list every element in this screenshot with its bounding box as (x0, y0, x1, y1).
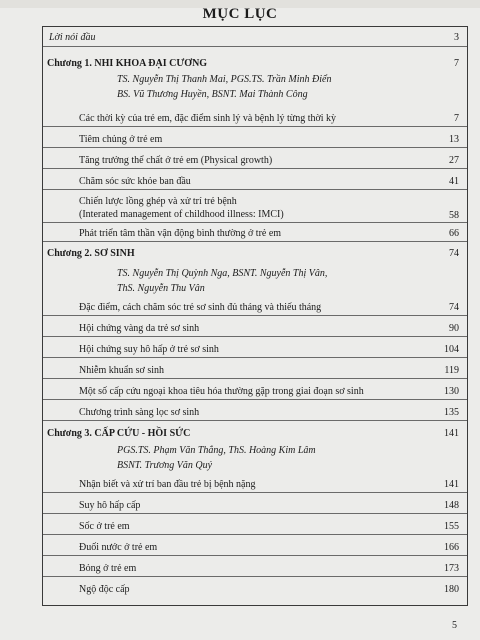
chapter-3-authors (117, 443, 316, 473)
toc-label: Phát triển tâm thần vận động bình thường ở trẻ em (79, 228, 282, 239)
toc-row (43, 175, 467, 190)
page-title: MỤC LỤC (202, 6, 278, 22)
toc-page: 148 (444, 500, 459, 511)
author-line: PGS.TS. Phạm Văn Thắng, ThS. Hoàng Kim Lâm (117, 445, 316, 456)
toc-row (43, 133, 467, 148)
toc-label: Bỏng ở trẻ em (79, 563, 137, 574)
toc-row (43, 364, 467, 379)
toc-label: Hội chứng vàng da trẻ sơ sinh (79, 323, 200, 334)
toc-page: 27 (449, 155, 459, 166)
toc-row (43, 227, 467, 242)
toc-label: Một số cấp cứu ngoại khoa tiêu hóa thường gặp trong giai đoạn sơ sinh (79, 386, 364, 397)
toc-row (43, 154, 467, 169)
chapter-3-heading (43, 427, 467, 442)
page-number: 5 (452, 620, 457, 631)
toc-row (43, 322, 467, 337)
toc-page: 7 (454, 113, 459, 124)
toc-row (43, 541, 467, 556)
toc-page: 130 (444, 386, 459, 397)
author-line: BS. Vũ Thương Huyền, BSNT. Mai Thành Công (117, 89, 308, 100)
chapter-1-authors (117, 72, 331, 102)
chapter-1-heading (43, 57, 467, 72)
toc-row (43, 406, 467, 421)
toc-row (43, 385, 467, 400)
toc-row (43, 112, 467, 127)
toc-label-continued: (Interated management of childhood illness: IMCI) (79, 209, 284, 220)
toc-label: Chương trình sàng lọc sơ sinh (79, 407, 200, 418)
toc-row (43, 520, 467, 535)
toc-page: 7 (454, 58, 459, 69)
toc-page: 3 (454, 32, 459, 43)
toc-label: Ngộ độc cấp (79, 584, 130, 595)
toc-page: 166 (444, 542, 459, 553)
toc-page: 155 (444, 521, 459, 532)
toc-label: Nhiễm khuẩn sơ sinh (79, 365, 165, 376)
toc-page: 135 (444, 407, 459, 418)
toc-row (43, 499, 467, 514)
toc-page: 13 (449, 134, 459, 145)
toc-label: Tăng trưởng thể chất ở trẻ em (Physical growth) (79, 155, 273, 166)
toc-label: Các thời kỳ của trẻ em, đặc điểm sinh lý và bệnh lý từng thời kỳ (79, 113, 337, 124)
toc-page: 104 (444, 344, 459, 355)
toc-label: Hội chứng suy hô hấp ở trẻ sơ sinh (79, 344, 219, 355)
author-line: BSNT. Trương Văn Quý (117, 460, 213, 471)
toc-label: Chiến lược lồng ghép và xử trí trẻ bệnh (79, 196, 237, 207)
toc-page: 90 (449, 323, 459, 334)
toc-page: 173 (444, 563, 459, 574)
chapter-2-authors (117, 266, 327, 296)
toc-page: 119 (444, 365, 459, 376)
toc-label: Lời nói đầu (49, 32, 96, 43)
toc-row (43, 195, 467, 223)
table-of-contents (42, 26, 468, 606)
toc-label: Tiêm chủng ở trẻ em (79, 134, 163, 145)
chapter-title: Chương 3. CẤP CỨU - HỒI SỨC (47, 428, 191, 439)
toc-label: Nhận biết và xử trí ban đầu trẻ bị bệnh nặng (79, 479, 256, 490)
toc-page: 141 (444, 479, 459, 490)
toc-label: Đặc điểm, cách chăm sóc trẻ sơ sinh đủ tháng và thiếu tháng (79, 302, 322, 313)
toc-label: Suy hô hấp cấp (79, 500, 141, 511)
toc-row (43, 343, 467, 358)
chapter-title: Chương 1. NHI KHOA ĐẠI CƯƠNG (47, 58, 208, 69)
toc-page: 74 (449, 302, 459, 313)
toc-page: 66 (449, 228, 459, 239)
toc-row-preface (43, 31, 467, 47)
toc-page: 41 (449, 176, 459, 187)
toc-row (43, 301, 467, 316)
toc-page: 58 (449, 210, 459, 221)
toc-label: Sốc ở trẻ em (79, 521, 130, 532)
chapter-title: Chương 2. SƠ SINH (47, 248, 135, 259)
author-line: ThS. Nguyễn Thu Vân (117, 283, 205, 294)
toc-row (43, 478, 467, 493)
author-line: TS. Nguyễn Thị Thanh Mai, PGS.TS. Trần Minh Điển (117, 74, 332, 85)
toc-label: Chăm sóc sức khỏe ban đầu (79, 176, 191, 187)
chapter-2-heading (43, 247, 467, 262)
toc-label: Đuối nước ở trẻ em (79, 542, 158, 553)
toc-row (43, 562, 467, 577)
toc-row (43, 583, 467, 597)
toc-page: 180 (444, 584, 459, 595)
toc-page: 141 (444, 428, 459, 439)
author-line: TS. Nguyễn Thị Quỳnh Nga, BSNT. Nguyễn Thị Vân, (117, 268, 328, 279)
toc-page: 74 (449, 248, 459, 259)
